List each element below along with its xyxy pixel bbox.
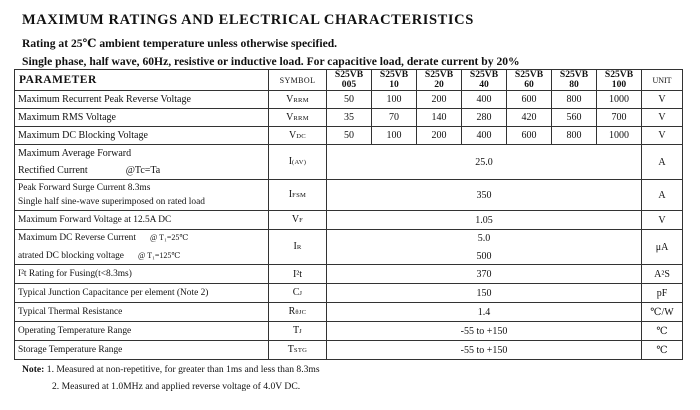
symbol-rth: RθJC: [269, 303, 327, 322]
unit-vrms: V: [642, 109, 683, 127]
value-tj: -55 to +150: [327, 322, 642, 341]
table-row: [15, 127, 683, 145]
value-rth: 1.4: [327, 303, 642, 322]
condition-125c: @ T₁=125℃: [137, 251, 181, 260]
value-cell: 400: [462, 127, 507, 145]
value-ifsm: 350: [327, 180, 642, 211]
symbol-tstg: TSTG: [269, 341, 327, 360]
value-cell: 70: [372, 109, 417, 127]
table-row: [15, 91, 683, 109]
symbol-ifsm: IFSM: [269, 180, 327, 211]
table-row: [15, 211, 683, 230]
table-row: [15, 109, 683, 127]
param-ifsm: Peak Forward Surge Current 8.3ms Single half sine-wave superimposed on rated load: [15, 180, 269, 211]
value-cell: 140: [417, 109, 462, 127]
value-cell: 280: [462, 109, 507, 127]
unit-tstg: ℃: [642, 341, 683, 360]
unit-i2t: A²S: [642, 265, 683, 284]
table-row: [15, 180, 683, 211]
value-tstg: -55 to +150: [327, 341, 642, 360]
header-unit: UNIT: [642, 70, 683, 91]
unit-iav: A: [642, 145, 683, 180]
param-vrrm: Maximum Recurrent Peak Reverse Voltage: [15, 91, 269, 109]
symbol-i2t: I²t: [269, 265, 327, 284]
unit-cj: pF: [642, 284, 683, 303]
value-cell: 1000: [597, 91, 642, 109]
value-ir: 5.0 500: [327, 230, 642, 265]
unit-ifsm: A: [642, 180, 683, 211]
header-parameter: PARAMETER: [15, 70, 269, 91]
condition-25c: @ T₁=25℃: [149, 233, 189, 242]
note-1: Note: 1. Measured at non-repetitive, for greater than 1ms and less than 8.3ms: [22, 364, 320, 375]
param-vdc: Maximum DC Blocking Voltage: [15, 127, 269, 145]
table-row: [15, 284, 683, 303]
symbol-ir: IR: [269, 230, 327, 265]
value-i2t: 370: [327, 265, 642, 284]
table-row: [15, 265, 683, 284]
note-2: 2. Measured at 1.0MHz and applied reverse voltage of 4.0V DC.: [52, 381, 301, 392]
symbol-vrms: VRRM: [269, 109, 327, 127]
value-cell: 100: [372, 127, 417, 145]
value-cell: 100: [372, 91, 417, 109]
header-part-20: S25VB 20: [417, 70, 462, 91]
unit-vf: V: [642, 211, 683, 230]
header-part-005: S25VB 005: [327, 70, 372, 91]
param-i2t: I²t Rating for Fusing(t<8.3ms): [15, 265, 269, 284]
unit-ir: μA: [642, 230, 683, 265]
value-cell: 50: [327, 91, 372, 109]
symbol-vf: VF: [269, 211, 327, 230]
param-rth: Typical Thermal Resistance: [15, 303, 269, 322]
value-cell: 50: [327, 127, 372, 145]
page-title: MAXIMUM RATINGS AND ELECTRICAL CHARACTERISTICS: [22, 12, 474, 28]
unit-vdc: V: [642, 127, 683, 145]
header-symbol: SYMBOL: [269, 70, 327, 91]
rating-condition: Rating at 25℃ ambient temperature unless otherwise specified.: [22, 37, 338, 50]
param-ir: Maximum DC Reverse Current @ T₁=25℃ atrated DC blocking voltage @ T₁=125℃: [15, 230, 269, 265]
header-part-100: S25VB 100: [597, 70, 642, 91]
value-cell: 700: [597, 109, 642, 127]
param-cj: Typical Junction Capacitance per element (Note 2): [15, 284, 269, 303]
symbol-cj: CJ: [269, 284, 327, 303]
unit-vrrm: V: [642, 91, 683, 109]
value-cell: 560: [552, 109, 597, 127]
symbol-vdc: VDC: [269, 127, 327, 145]
value-cj: 150: [327, 284, 642, 303]
value-cell: 200: [417, 127, 462, 145]
value-cell: 800: [552, 91, 597, 109]
value-cell: 600: [507, 127, 552, 145]
unit-tj: ℃: [642, 322, 683, 341]
table-row: [15, 322, 683, 341]
param-vrms: Maximum RMS Voltage: [15, 109, 269, 127]
spec-table: [14, 69, 683, 360]
value-cell: 1000: [597, 127, 642, 145]
symbol-vrrm: VRRM: [269, 91, 327, 109]
value-cell: 600: [507, 91, 552, 109]
table-row: [15, 303, 683, 322]
unit-rth: ℃/W: [642, 303, 683, 322]
table-row: [15, 230, 683, 265]
value-cell: 200: [417, 91, 462, 109]
param-vf: Maximum Forward Voltage at 12.5A DC: [15, 211, 269, 230]
value-vf: 1.05: [327, 211, 642, 230]
header-part-40: S25VB 40: [462, 70, 507, 91]
param-tj: Operating Temperature Range: [15, 322, 269, 341]
value-cell: 35: [327, 109, 372, 127]
value-cell: 400: [462, 91, 507, 109]
load-condition: Single phase, half wave, 60Hz, resistive or inductive load. For capacitive load, derate current by 20%: [22, 55, 520, 68]
value-cell: 800: [552, 127, 597, 145]
table-row: [15, 145, 683, 180]
table-header-row: [15, 70, 683, 91]
header-part-10: S25VB 10: [372, 70, 417, 91]
header-part-60: S25VB 60: [507, 70, 552, 91]
symbol-iav: I(AV): [269, 145, 327, 180]
param-tstg: Storage Temperature Range: [15, 341, 269, 360]
param-iav: Maximum Average Forward Rectified Current @Tc=Ta: [15, 145, 269, 180]
value-iav: 25.0: [327, 145, 642, 180]
header-part-80: S25VB 80: [552, 70, 597, 91]
table-row: [15, 341, 683, 360]
value-cell: 420: [507, 109, 552, 127]
symbol-tj: TJ: [269, 322, 327, 341]
condition-tc: @Tc=Ta: [125, 165, 161, 176]
